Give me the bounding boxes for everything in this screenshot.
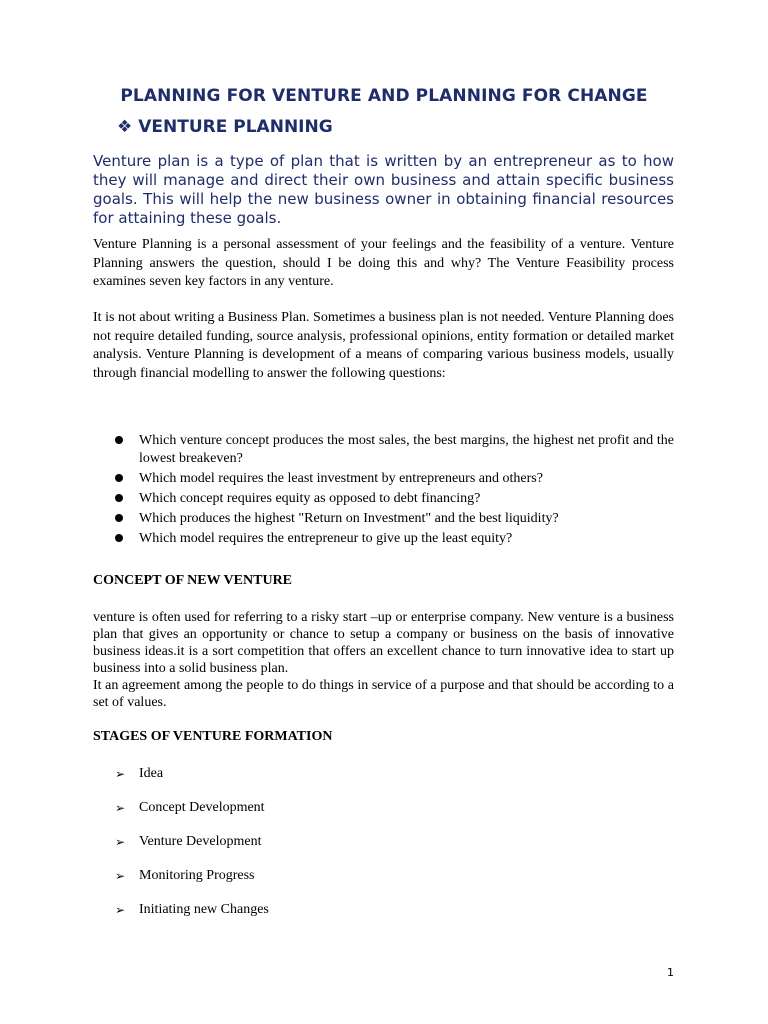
list-item: ➢ Monitoring Progress: [115, 868, 255, 883]
list-item: Which concept requires equity as opposed to debt financing?: [93, 490, 674, 508]
list-item: ➢ Initiating new Changes: [115, 902, 269, 917]
section-title: [117, 117, 333, 137]
questions-list: [93, 432, 674, 550]
concept-text-1: venture is often used for referring to a risky start –up or enterprise company. New venture is a business plan that gives an opportunity or chance to setup a company or business on the basis of innovative business ideas.it is a sort competition that offers an excellent chance to turn innovative idea to start up business into a solid business plan.: [93, 610, 674, 676]
list-item: ➢ Idea: [115, 766, 164, 781]
concept-paragraph: [93, 609, 674, 711]
list-item: ➢ Concept Development: [115, 800, 265, 815]
concept-text-2: It an agreement among the people to do things in service of a purpose and that should be according to a set of values.: [93, 678, 674, 710]
bullet-dot-icon: [115, 514, 123, 522]
bullet-dot-icon: [115, 534, 123, 542]
concept-heading: CONCEPT OF NEW VENTURE: [93, 573, 293, 588]
body-paragraph-1: Venture Planning is a personal assessment of your feelings and the feasibility of a venture. Venture Planning answers the question, should I be doing this and why? The Venture Feasibility process examines seven key factors in any venture.: [93, 237, 674, 289]
arrow-bullet-icon: ➢: [115, 903, 126, 917]
list-item: Which model requires the least investment by entrepreneurs and others?: [93, 470, 674, 488]
list-item: Which model requires the entrepreneur to give up the least equity?: [93, 530, 674, 548]
list-item: ➢ Venture Development: [115, 834, 262, 849]
arrow-bullet-icon: ➢: [115, 869, 126, 883]
arrow-bullet-icon: ➢: [115, 767, 126, 781]
body-paragraph-2: It is not about writing a Business Plan. Sometimes a business plan is not needed. Venture Planning does not require detailed funding, source analysis, professional opinions, entity formation or detailed market analysis. Venture Planning is development of a means of comparing various business models, usually through financial modelling to answer the following questions:: [93, 310, 674, 381]
bullet-dot-icon: [115, 474, 123, 482]
diamond-bullet-icon: ❖: [117, 117, 133, 137]
list-item: Which venture concept produces the most sales, the best margins, the highest net profit and the lowest breakeven?: [93, 432, 674, 468]
arrow-bullet-icon: ➢: [115, 801, 126, 815]
list-item: Which produces the highest "Return on Investment" and the best liquidity?: [93, 510, 674, 528]
bullet-dot-icon: [115, 494, 123, 502]
section-title-text: VENTURE PLANNING: [138, 117, 333, 137]
arrow-bullet-icon: ➢: [115, 835, 126, 849]
intro-paragraph: Venture plan is a type of plan that is written by an entrepreneur as to how they will manage and direct their own business and attain specific business goals. This will help the new business owner in obtaining financial resources for attaining these goals.: [93, 152, 674, 227]
stages-heading: STAGES OF VENTURE FORMATION: [93, 729, 333, 744]
document-title: PLANNING FOR VENTURE AND PLANNING FOR CHANGE: [120, 86, 648, 106]
stages-list: [115, 765, 269, 935]
page-number: 1: [667, 966, 674, 979]
bullet-dot-icon: [115, 436, 123, 444]
